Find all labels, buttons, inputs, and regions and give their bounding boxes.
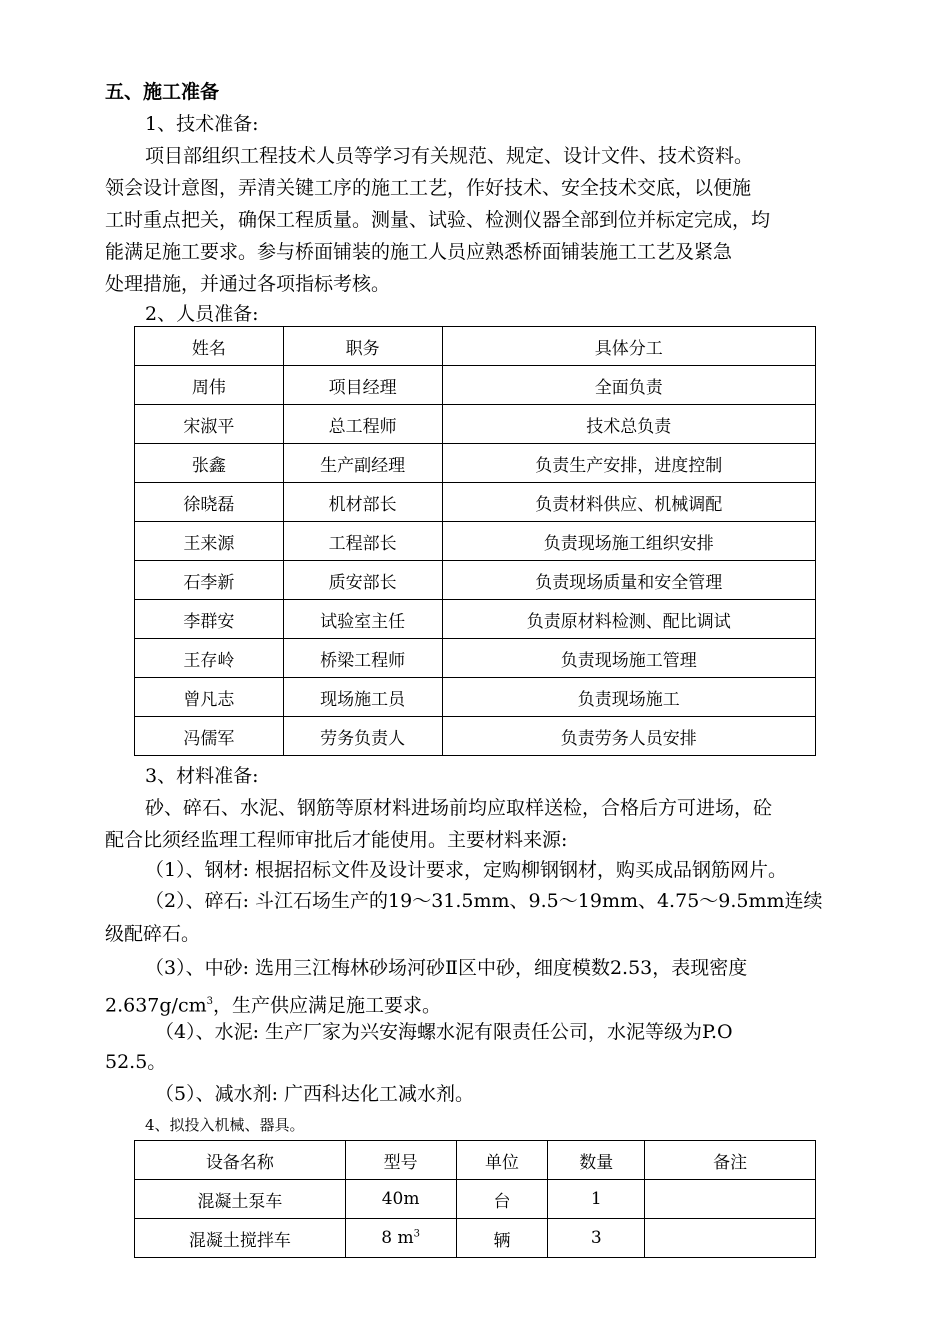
density-exponent: 3 xyxy=(206,996,213,1007)
name-cell: 李群安 xyxy=(135,600,284,639)
materials-line: （3）、中砂: 选用三江梅林砂场河砂Ⅱ区中砂，细度模数2.53，表现密度 xyxy=(145,957,748,979)
duty-cell: 技术总负责 xyxy=(442,405,815,444)
position-cell: 总工程师 xyxy=(283,405,442,444)
note-cell xyxy=(645,1219,816,1258)
table-row xyxy=(135,678,816,717)
position-cell: 生产副经理 xyxy=(283,444,442,483)
model-value: 8 m xyxy=(381,1228,414,1248)
materials-line: 砂、碎石、水泥、钢筋等原材料进场前均应取样送检，合格后方可进场，砼 xyxy=(145,797,773,819)
table-row xyxy=(135,444,816,483)
header-cell: 姓名 xyxy=(135,327,284,366)
duty-cell: 负责现场施工组织安排 xyxy=(442,522,815,561)
table-row xyxy=(135,561,816,600)
table-row xyxy=(135,522,816,561)
personnel-heading: 2、人员准备: xyxy=(145,303,259,325)
materials-line: （4）、水泥: 生产厂家为兴安海螺水泥有限责任公司，水泥等级为P.O xyxy=(155,1021,733,1043)
duty-cell: 负责现场质量和安全管理 xyxy=(442,561,815,600)
position-cell: 现场施工员 xyxy=(283,678,442,717)
header-cell: 设备名称 xyxy=(135,1141,346,1180)
note-cell xyxy=(645,1180,816,1219)
duty-cell: 负责现场施工 xyxy=(442,678,815,717)
materials-line: （5）、减水剂: 广西科达化工减水剂。 xyxy=(155,1083,475,1105)
materials-heading: 3、材料准备: xyxy=(145,765,259,787)
model-exponent: 3 xyxy=(413,1228,420,1240)
table-row xyxy=(135,405,816,444)
name-cell: 冯儒军 xyxy=(135,717,284,756)
name-cell: 王存岭 xyxy=(135,639,284,678)
personnel-table xyxy=(134,326,816,756)
model-cell xyxy=(345,1219,456,1258)
header-cell: 职务 xyxy=(283,327,442,366)
position-cell: 机材部长 xyxy=(283,483,442,522)
duty-cell: 负责原材料检测、配比调试 xyxy=(442,600,815,639)
tech-line: 项目部组织工程技术人员等学习有关规范、规定、设计文件、技术资料。 xyxy=(145,145,754,167)
tech-line: 处理措施，并通过各项指标考核。 xyxy=(105,273,391,295)
name-cell: 曾凡志 xyxy=(135,678,284,717)
tech-line: 工时重点把关，确保工程质量。测量、试验、检测仪器全部到位并标定完成，均 xyxy=(105,209,771,231)
duty-cell: 负责劳务人员安排 xyxy=(442,717,815,756)
position-cell: 劳务负责人 xyxy=(283,717,442,756)
unit-cell: 台 xyxy=(456,1180,548,1219)
materials-line: （2）、碎石: 斗江石场生产的19～31.5mm、9.5～19mm、4.75～9.5mm连续 xyxy=(145,890,823,912)
materials-line: 52.5。 xyxy=(105,1051,167,1073)
header-cell: 备注 xyxy=(645,1141,816,1180)
equipment-name-cell: 混凝土搅拌车 xyxy=(135,1219,346,1258)
duty-cell: 负责材料供应、机械调配 xyxy=(442,483,815,522)
equipment-table xyxy=(134,1140,816,1258)
tech-line: 能满足施工要求。参与桥面铺装的施工人员应熟悉桥面铺装施工工艺及紧急 xyxy=(105,241,733,263)
duty-cell: 全面负责 xyxy=(442,366,815,405)
materials-line: 配合比须经监理工程师审批后才能使用。主要材料来源: xyxy=(105,829,568,851)
header-cell: 单位 xyxy=(456,1141,548,1180)
name-cell: 张鑫 xyxy=(135,444,284,483)
tech-heading: 1、技术准备: xyxy=(145,113,259,135)
unit-cell: 辆 xyxy=(456,1219,548,1258)
model-cell: 40m xyxy=(345,1180,456,1219)
materials-line: 级配碎石。 xyxy=(105,923,201,945)
materials-line: （1）、钢材: 根据招标文件及设计要求，定购柳钢钢材，购买成品钢筋网片。 xyxy=(145,859,788,881)
quantity-cell: 1 xyxy=(548,1180,645,1219)
section-title: 五、施工准备 xyxy=(105,81,220,103)
table-row xyxy=(135,1180,816,1219)
header-cell: 数量 xyxy=(548,1141,645,1180)
name-cell: 宋淑平 xyxy=(135,405,284,444)
position-cell: 试验室主任 xyxy=(283,600,442,639)
density-tail: ，生产供应满足施工要求。 xyxy=(213,994,442,1017)
table-header-row xyxy=(135,1141,816,1180)
table-row xyxy=(135,1219,816,1258)
duty-cell: 负责现场施工管理 xyxy=(442,639,815,678)
equipment-name-cell: 混凝土泵车 xyxy=(135,1180,346,1219)
table-row xyxy=(135,717,816,756)
position-cell: 质安部长 xyxy=(283,561,442,600)
quantity-cell: 3 xyxy=(548,1219,645,1258)
name-cell: 石李新 xyxy=(135,561,284,600)
density-value: 2.637g/cm xyxy=(105,994,207,1017)
name-cell: 王来源 xyxy=(135,522,284,561)
position-cell: 项目经理 xyxy=(283,366,442,405)
table-row xyxy=(135,600,816,639)
equipment-heading: 4、拟投入机械、器具。 xyxy=(145,1116,305,1134)
table-row xyxy=(135,366,816,405)
position-cell: 工程部长 xyxy=(283,522,442,561)
header-cell: 型号 xyxy=(345,1141,456,1180)
header-cell: 具体分工 xyxy=(442,327,815,366)
name-cell: 徐晓磊 xyxy=(135,483,284,522)
tech-line: 领会设计意图，弄清关键工序的施工工艺，作好技术、安全技术交底，以便施 xyxy=(105,177,752,199)
duty-cell: 负责生产安排，进度控制 xyxy=(442,444,815,483)
table-header-row xyxy=(135,327,816,366)
table-row xyxy=(135,639,816,678)
position-cell: 桥梁工程师 xyxy=(283,639,442,678)
table-row xyxy=(135,483,816,522)
name-cell: 周伟 xyxy=(135,366,284,405)
